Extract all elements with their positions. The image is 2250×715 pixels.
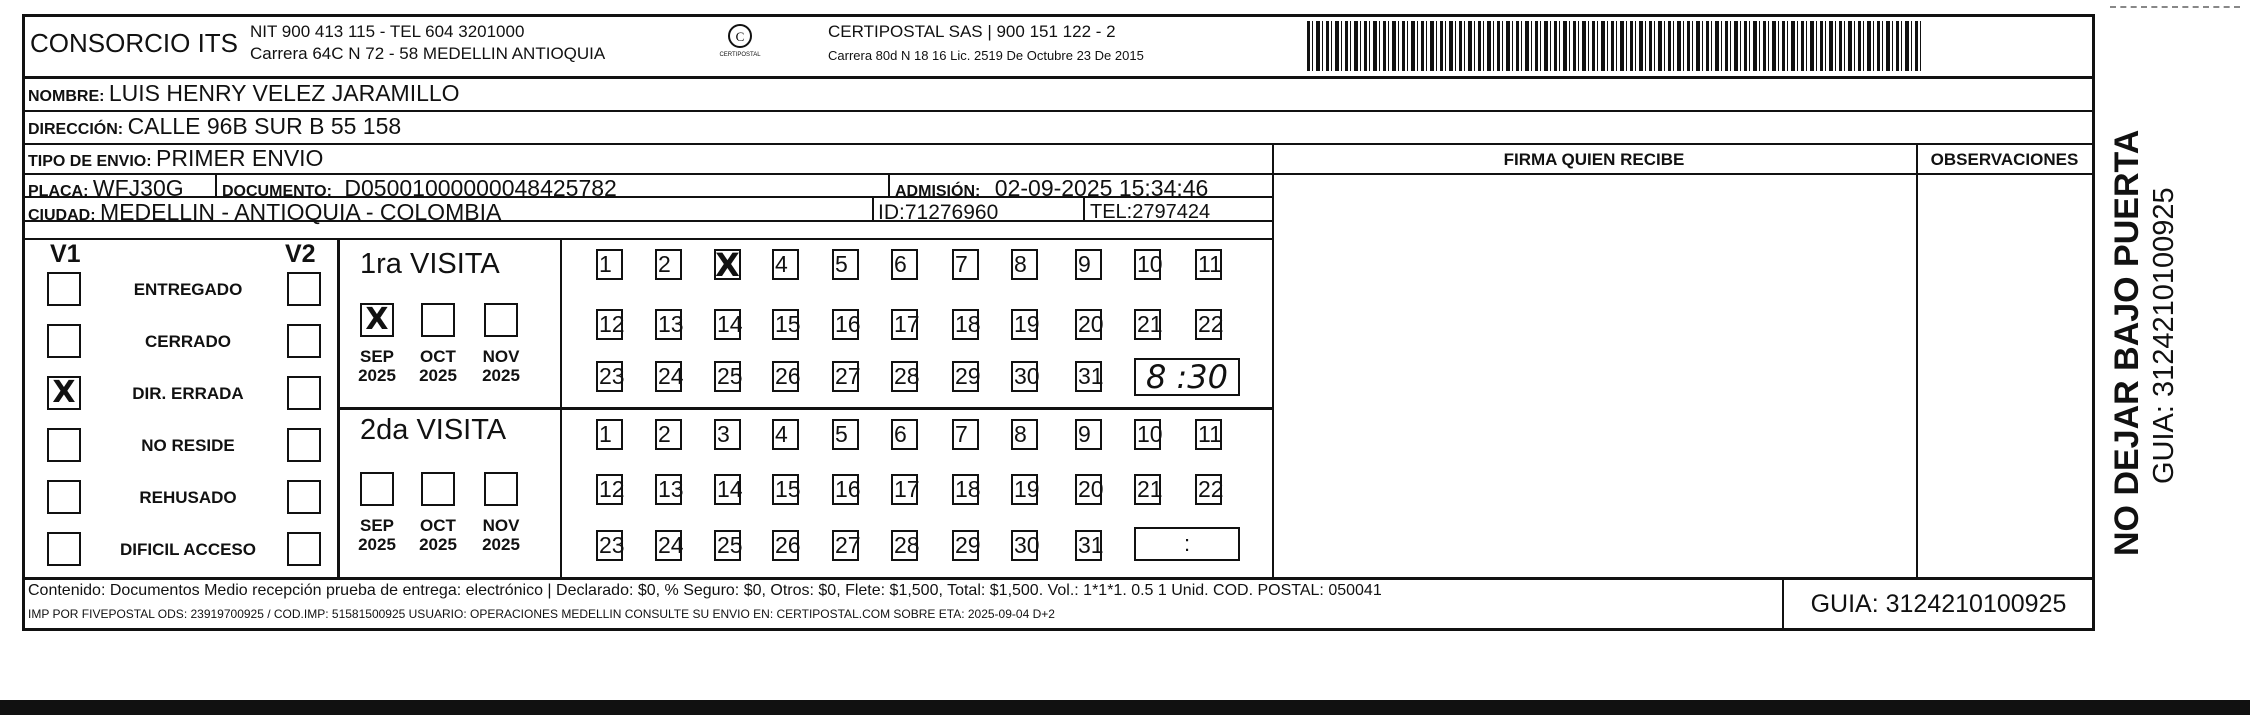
month-checkbox[interactable]	[484, 303, 518, 337]
day-number: 30	[1014, 363, 1040, 389]
day-number: 8	[1014, 421, 1027, 447]
footer-guia: GUIA: 3124210100925	[1810, 590, 2067, 618]
v2-checkbox[interactable]	[287, 272, 321, 306]
tipo-label: TIPO DE ENVIO:	[28, 153, 152, 170]
month-label: NOV	[482, 347, 520, 366]
id-value: 71276960	[904, 201, 999, 224]
ciudad-label: CIUDAD:	[28, 207, 96, 224]
day-number: 23	[599, 363, 625, 389]
day-number: 2	[658, 251, 671, 277]
day-check-mark: X	[715, 246, 740, 284]
nombre-value: LUIS HENRY VELEZ JARAMILLO	[108, 80, 460, 106]
day-number: 31	[1078, 363, 1104, 389]
month-label: SEP	[359, 347, 395, 366]
month-year: 2025	[419, 535, 457, 554]
day-number: 6	[894, 251, 907, 277]
footer-contenido: Contenido: Documentos Medio recepción prueba de entrega: electrónico | Declarado: $0, % Seguro: $0, Otros: $0, Flete: $1,500, Total: $1,500. Vol.: 1*1*1. 0.5 1 Unid. COD. POSTAL: 050041	[28, 582, 1382, 599]
placa-label: PLACA:	[28, 183, 89, 200]
v2-checkbox[interactable]	[287, 480, 321, 514]
day-number: 29	[955, 532, 981, 558]
day-number: 6	[894, 421, 907, 447]
day-number: 13	[658, 476, 684, 502]
v1-checkbox[interactable]	[47, 428, 81, 462]
day-number: 12	[599, 311, 625, 337]
day-number: 13	[658, 311, 684, 337]
day-number: 12	[599, 476, 625, 502]
day-number: 27	[835, 532, 861, 558]
visit2-time: :	[1183, 531, 1191, 556]
month-label: OCT	[420, 516, 456, 535]
v1-checkbox[interactable]	[47, 532, 81, 566]
bottom-edge	[0, 700, 2250, 715]
month-checkbox[interactable]	[421, 472, 455, 506]
day-number: 20	[1078, 476, 1104, 502]
month-checkbox[interactable]	[484, 472, 518, 506]
v2-header: V2	[285, 240, 316, 268]
day-number: 31	[1078, 532, 1104, 558]
day-number: 26	[775, 532, 801, 558]
day-number: 15	[775, 311, 801, 337]
visit2-title: 2da VISITA	[360, 414, 507, 446]
day-number: 9	[1078, 421, 1091, 447]
day-number: 3	[717, 421, 730, 447]
direccion-row	[28, 113, 401, 140]
day-number: 8	[1014, 251, 1027, 277]
placa-value: WFJ30G	[92, 175, 184, 201]
month-checkbox[interactable]	[421, 303, 455, 337]
day-number: 16	[835, 476, 861, 502]
day-number: 27	[835, 363, 861, 389]
day-number: 18	[955, 311, 981, 337]
tel-value: 2797424	[1132, 201, 1211, 223]
v1-check-mark: X	[52, 375, 76, 410]
v2-checkbox[interactable]	[287, 324, 321, 358]
month-label: OCT	[420, 347, 456, 366]
day-number: 21	[1137, 311, 1163, 337]
month-checkbox[interactable]	[360, 472, 394, 506]
footer-imp: IMP POR FIVEPOSTAL ODS: 23919700925 / COD.IMP: 51581500925 USUARIO: OPERACIONES MEDELLIN CONSULTE SU ENVIO EN: CERTIPOSTAL.COM SOBRE ETA: 2025-09-04 D+2	[28, 607, 1055, 621]
svg-text:C: C	[735, 29, 745, 44]
certipostal-name: CERTIPOSTAL SAS | 900 151 122 - 2	[828, 22, 1116, 41]
company-name: CONSORCIO ITS	[30, 28, 239, 58]
day-box[interactable]	[714, 246, 741, 284]
admision-label: ADMISIÓN:	[895, 183, 981, 200]
nombre-label: NOMBRE:	[28, 88, 105, 105]
logo-text: CERTIPOSTAL	[719, 52, 761, 58]
day-number: 18	[955, 476, 981, 502]
day-number: 23	[599, 532, 625, 558]
day-number: 28	[894, 532, 920, 558]
month-year: 2025	[358, 535, 396, 554]
day-number: 20	[1078, 311, 1104, 337]
month-year: 2025	[358, 366, 396, 385]
edge-dashes	[2110, 6, 2240, 8]
visit2-time-box[interactable]	[1134, 527, 1240, 561]
placa-field	[28, 175, 184, 202]
day-number: 14	[717, 476, 743, 502]
day-number: 25	[717, 363, 743, 389]
day-number: 11	[1198, 421, 1222, 447]
v1-checkbox[interactable]	[47, 324, 81, 358]
day-number: 11	[1198, 251, 1222, 277]
id-field	[878, 201, 998, 225]
tipo-value: PRIMER ENVIO	[156, 145, 324, 171]
v1-header: V1	[50, 240, 81, 268]
visit1-time-box[interactable]	[1134, 358, 1240, 396]
day-number: 24	[658, 363, 684, 389]
documento-label: DOCUMENTO:	[222, 183, 332, 200]
v2-checkbox[interactable]	[287, 376, 321, 410]
ciudad-field	[28, 199, 501, 226]
day-number: 24	[658, 532, 684, 558]
v2-checkbox[interactable]	[287, 532, 321, 566]
direccion-value: CALLE 96B SUR B 55 158	[127, 113, 402, 139]
day-number: 10	[1137, 251, 1163, 277]
day-number: 22	[1198, 476, 1224, 502]
ciudad-value: MEDELLIN - ANTIOQUIA - COLOMBIA	[100, 199, 502, 225]
firma-header: FIRMA QUIEN RECIBE	[1503, 150, 1685, 169]
v1-checkbox[interactable]	[47, 272, 81, 306]
day-number: 10	[1137, 421, 1163, 447]
tipo-row	[28, 145, 323, 172]
admision-field	[895, 175, 1208, 202]
admision-value: 02-09-2025 15:34:46	[994, 175, 1209, 201]
month-check-mark: X	[365, 302, 389, 337]
v1-checkbox[interactable]	[47, 376, 81, 410]
day-number: 4	[775, 251, 788, 277]
status-label: REHUSADO	[139, 488, 237, 507]
day-number: 29	[955, 363, 981, 389]
month-year: 2025	[482, 366, 520, 385]
month-label: SEP	[359, 516, 395, 535]
day-number: 28	[894, 363, 920, 389]
day-number: 26	[775, 363, 801, 389]
visit1-time: 8 :30	[1145, 358, 1229, 396]
observaciones-header: OBSERVACIONES	[1930, 150, 2079, 169]
day-number: 5	[835, 251, 848, 277]
day-number: 19	[1014, 311, 1040, 337]
tel-field	[1090, 201, 1210, 224]
day-number: 17	[894, 311, 920, 337]
month-label: NOV	[482, 516, 520, 535]
day-number: 22	[1198, 311, 1224, 337]
day-number: 2	[658, 421, 671, 447]
visit1-title: 1ra VISITA	[360, 248, 500, 280]
day-number: 7	[955, 421, 968, 447]
status-label: NO RESIDE	[141, 436, 235, 455]
status-label: CERRADO	[145, 332, 231, 351]
certipostal-address: Carrera 80d N 18 16 Lic. 2519 De Octubre 23 De 2015	[828, 48, 1144, 63]
v2-checkbox[interactable]	[287, 428, 321, 462]
status-label: DIR. ERRADA	[132, 384, 244, 403]
month-year: 2025	[482, 535, 520, 554]
status-label: ENTREGADO	[133, 280, 243, 299]
documento-field	[222, 175, 617, 202]
day-number: 16	[835, 311, 861, 337]
day-number: 21	[1137, 476, 1163, 502]
day-number: 9	[1078, 251, 1091, 277]
month-year: 2025	[419, 366, 457, 385]
company-nit: NIT 900 413 115 - TEL 604 3201000	[250, 22, 525, 41]
status-label: DIFICIL ACCESO	[119, 540, 256, 559]
company-address: Carrera 64C N 72 - 58 MEDELLIN ANTIOQUIA	[250, 44, 606, 63]
day-number: 15	[775, 476, 801, 502]
tel-label: TEL:	[1090, 201, 1133, 223]
day-number: 7	[955, 251, 968, 277]
nombre-row	[28, 80, 460, 107]
day-number: 19	[1014, 476, 1040, 502]
day-number: 5	[835, 421, 848, 447]
side-guia: GUIA: 3124210100925	[2148, 187, 2180, 484]
day-number: 1	[599, 421, 612, 447]
id-label: ID:	[878, 201, 905, 224]
v1-checkbox[interactable]	[47, 480, 81, 514]
month-checkbox[interactable]	[360, 303, 394, 337]
day-number: 17	[894, 476, 920, 502]
day-number: 14	[717, 311, 743, 337]
direccion-label: DIRECCIÓN:	[28, 121, 124, 138]
day-number: 1	[599, 251, 612, 277]
documento-value: D05001000000048425782	[344, 175, 617, 201]
no-dejar-bajo-puerta: NO DEJAR BAJO PUERTA	[2108, 129, 2146, 556]
day-number: 30	[1014, 532, 1040, 558]
day-number: 4	[775, 421, 788, 447]
day-number: 25	[717, 532, 743, 558]
